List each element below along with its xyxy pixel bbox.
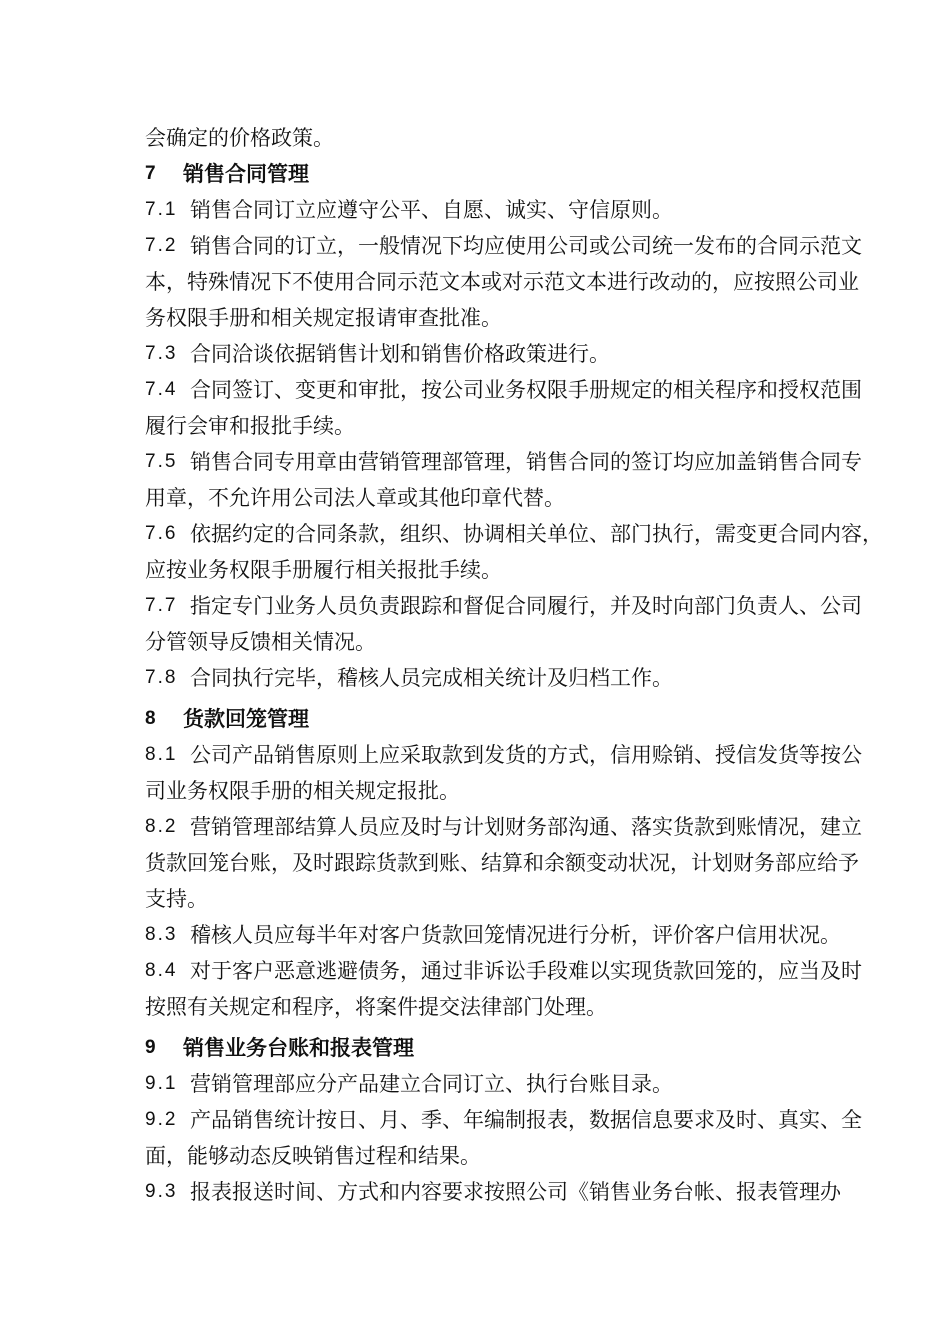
line-text: 按照有关规定和程序，将案件提交法律部门处理。 — [145, 995, 607, 1019]
clause-number: 7.7 — [145, 595, 178, 616]
line-text: 用章，不允许用公司法人章或其他印章代替。 — [145, 486, 565, 510]
line-text: 销售合同订立应遵守公平、自愿、诚实、守信原则。 — [190, 198, 673, 222]
text-line — [145, 1066, 806, 1102]
line-text: 产品销售统计按日、月、季、年编制报表，数据信息要求及时、真实、全 — [190, 1108, 862, 1132]
text-line — [145, 773, 806, 809]
line-text: 合同签订、变更和审批，按公司业务权限手册规定的相关程序和授权范围 — [190, 378, 862, 402]
line-text: 销售合同管理 — [183, 162, 309, 186]
section-heading — [145, 1030, 806, 1066]
line-text: 合同执行完毕，稽核人员完成相关统计及归档工作。 — [190, 666, 673, 690]
clause-number: 7.8 — [145, 667, 178, 688]
section-heading — [145, 156, 806, 192]
line-text: 务权限手册和相关规定报请审查批准。 — [145, 306, 502, 330]
line-text: 稽核人员应每半年对客户货款回笼情况进行分析，评价客户信用状况。 — [190, 923, 841, 947]
line-text: 销售业务台账和报表管理 — [183, 1036, 414, 1060]
line-text: 货款回笼管理 — [183, 707, 309, 731]
clause-number: 7.3 — [145, 343, 178, 364]
line-text: 面，能够动态反映销售过程和结果。 — [145, 1144, 481, 1168]
line-text: 销售合同的订立，一般情况下均应使用公司或公司统一发布的合同示范文 — [190, 234, 862, 258]
line-text: 支持。 — [145, 887, 208, 911]
line-text: 会确定的价格政策。 — [145, 126, 334, 150]
clause-number: 7.2 — [145, 235, 178, 256]
line-text: 公司产品销售原则上应采取款到发货的方式，信用赊销、授信发货等按公 — [190, 743, 862, 767]
text-line — [145, 408, 806, 444]
line-text: 司业务权限手册的相关规定报批。 — [145, 779, 460, 803]
text-line — [145, 264, 859, 300]
line-text: 履行会审和报批手续。 — [145, 414, 355, 438]
clause-number: 9.2 — [145, 1109, 178, 1130]
clause-number: 7.5 — [145, 451, 178, 472]
line-text: 指定专门业务人员负责跟踪和督促合同履行，并及时向部门负责人、公司 — [190, 594, 862, 618]
clause-number: 9.3 — [145, 1181, 178, 1202]
text-line — [145, 444, 862, 480]
clause-number: 8.2 — [145, 816, 178, 837]
line-text: 依据约定的合同条款，组织、协调相关单位、部门执行，需变更合同内容， — [190, 522, 883, 546]
document-body — [145, 120, 883, 1210]
clause-number: 8 — [145, 708, 158, 729]
line-text: 营销管理部结算人员应及时与计划财务部沟通、落实货款到账情况，建立 — [190, 815, 862, 839]
text-line — [145, 336, 806, 372]
text-line — [145, 192, 806, 228]
text-line — [145, 624, 806, 660]
text-line — [145, 372, 862, 408]
text-line — [145, 1102, 862, 1138]
clause-number: 7 — [145, 163, 158, 184]
line-text: 分管领导反馈相关情况。 — [145, 630, 376, 654]
text-line — [145, 660, 806, 696]
text-line — [145, 228, 862, 264]
line-text: 合同洽谈依据销售计划和销售价格政策进行。 — [190, 342, 610, 366]
text-line — [145, 881, 806, 917]
text-line — [145, 845, 859, 881]
line-text: 本，特殊情况下不使用合同示范文本或对示范文本进行改动的，应按照公司业 — [145, 270, 859, 294]
line-text: 货款回笼台账，及时跟踪货款到账、结算和余额变动状况，计划财务部应给予 — [145, 851, 859, 875]
clause-number: 7.1 — [145, 199, 178, 220]
text-line — [145, 737, 862, 773]
section-heading — [145, 701, 806, 737]
text-line — [145, 120, 806, 156]
text-line — [145, 516, 883, 552]
text-line — [145, 989, 806, 1025]
line-text: 销售合同专用章由营销管理部管理，销售合同的签订均应加盖销售合同专 — [190, 450, 862, 474]
line-text: 报表报送时间、方式和内容要求按照公司《销售业务台帐、报表管理办 — [190, 1180, 841, 1204]
text-line — [145, 300, 806, 336]
text-line — [145, 1138, 806, 1174]
text-line — [145, 480, 806, 516]
text-line — [145, 953, 862, 989]
clause-number: 9 — [145, 1037, 158, 1058]
text-line — [145, 917, 841, 953]
text-line — [145, 1174, 841, 1210]
line-text: 应按业务权限手册履行相关报批手续。 — [145, 558, 502, 582]
text-line — [145, 588, 862, 624]
clause-number: 7.6 — [145, 523, 178, 544]
text-line — [145, 809, 862, 845]
line-text: 对于客户恶意逃避债务，通过非诉讼手段难以实现货款回笼的，应当及时 — [190, 959, 862, 983]
line-text: 营销管理部应分产品建立合同订立、执行台账目录。 — [190, 1072, 673, 1096]
clause-number: 8.3 — [145, 924, 178, 945]
clause-number: 9.1 — [145, 1073, 178, 1094]
clause-number: 7.4 — [145, 379, 178, 400]
clause-number: 8.4 — [145, 960, 178, 981]
text-line — [145, 552, 806, 588]
clause-number: 8.1 — [145, 744, 178, 765]
